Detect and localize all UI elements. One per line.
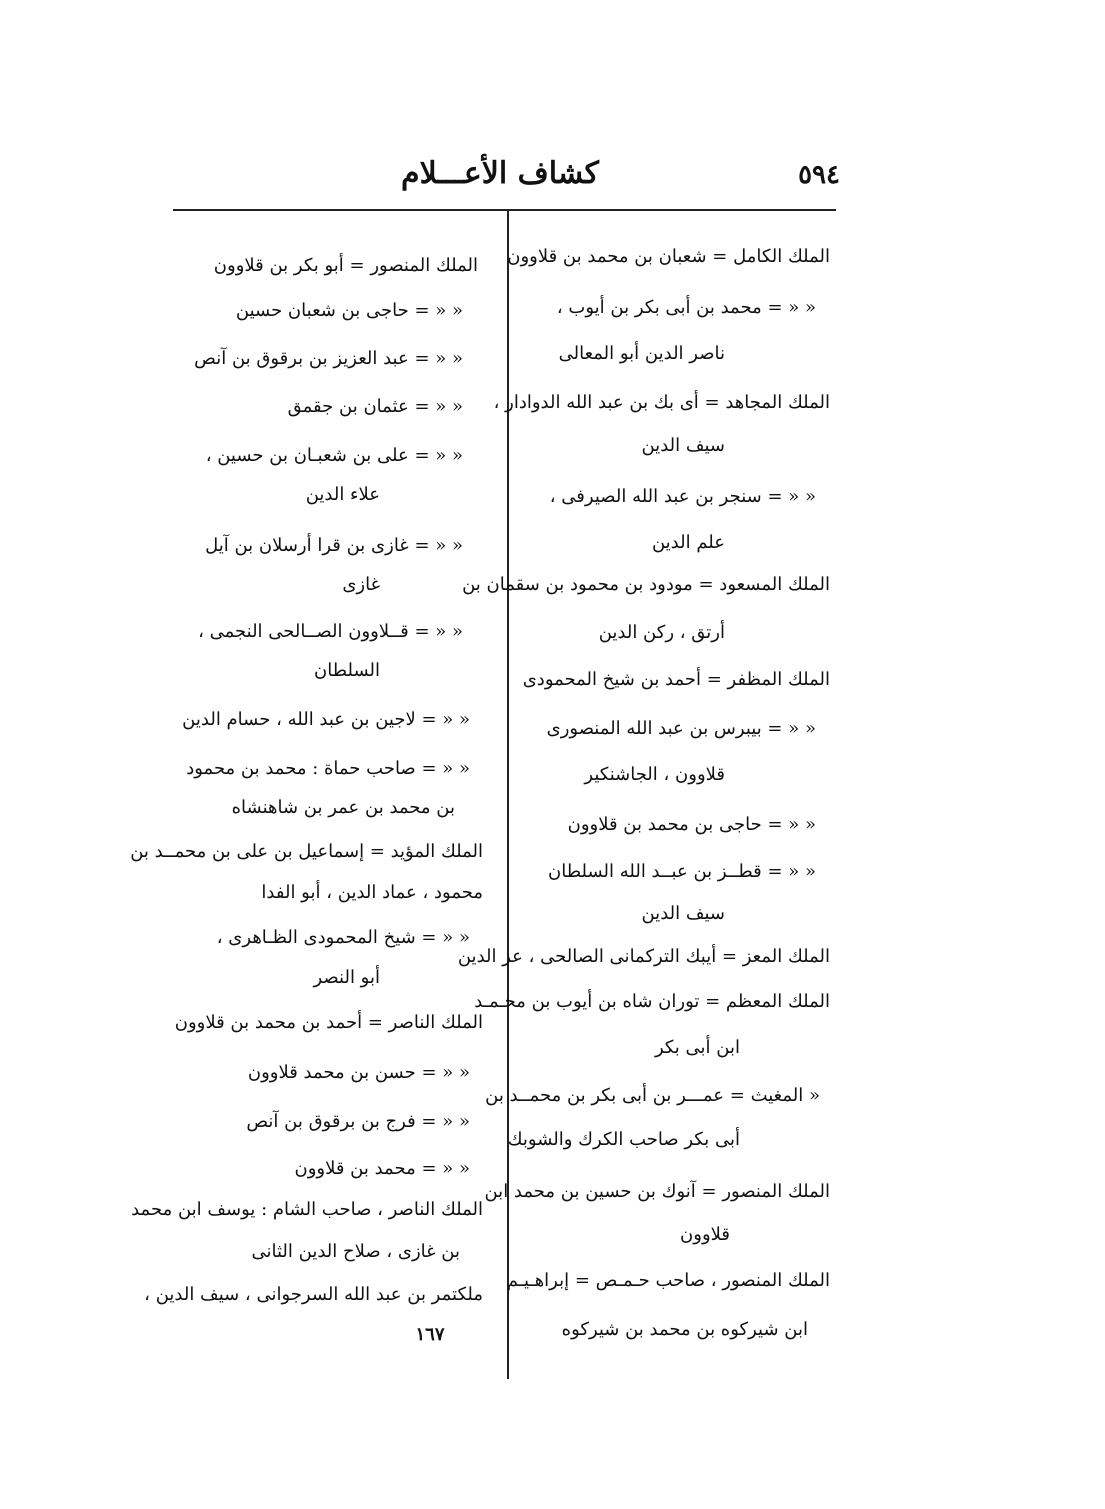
right-line-2: « « = محمد بن أبى بكر بن أيوب ، (556, 297, 816, 318)
right-line-20: أبى بكر صاحب الكرك والشوبك (507, 1129, 740, 1150)
left-line-10: السلطان (314, 660, 380, 681)
right-line-22: قلاوون (680, 1224, 730, 1245)
left-line-24: ملكتمر بن عبد الله السرجوانى ، سيف الدين ، (144, 1284, 483, 1305)
left-line-3: « « = عبد العزيز بن برقوق بن آنص (194, 348, 463, 369)
left-line-23: بن غازى ، صلاح الدين الثانى (251, 1241, 460, 1262)
right-line-3: ناصر الدين أبو المعالى (558, 343, 725, 364)
right-line-14: « « = قطــز بن عبــد الله السلطان (548, 861, 816, 882)
right-line-15: سيف الدين (641, 903, 725, 924)
right-line-18: ابن أبى بكر (654, 1037, 740, 1058)
left-line-22: الملك الناصر ، صاحب الشام : يوسف ابن محمد (131, 1199, 483, 1220)
right-line-10: الملك المظفر = أحمد بن شيخ المحمودى (522, 669, 830, 690)
left-line-14: الملك المؤيد = إسماعيل بن على بن محمــد بن (130, 841, 483, 862)
left-line-18: الملك الناصر = أحمد بن محمد بن قلاوون (174, 1012, 483, 1033)
right-line-23: الملك المنصور ، صاحب حـمـص = إبراهـيـم (506, 1270, 830, 1291)
left-line-13: بن محمد بن عمر بن شاهنشاه (231, 797, 455, 818)
right-line-12: قلاوون ، الجاشنكير (584, 764, 725, 785)
right-line-1: الملك الكامل = شعبان بن محمد بن قلاوون (507, 246, 830, 267)
left-line-19: « « = حسن بن محمد قلاوون (247, 1062, 470, 1083)
running-title: كشاف الأعـــلام (401, 156, 599, 191)
left-line-12: « « = صاحب حماة : محمد بن محمود (186, 758, 470, 779)
left-line-6: علاء الدين (305, 484, 380, 505)
header-rule (173, 209, 836, 211)
right-line-8: الملك المسعود = مودود بن محمود بن سقمان بن (462, 574, 830, 595)
left-line-16: « « = شيخ المحمودى الظـاهرى ، (216, 927, 470, 948)
left-line-8: غازى (342, 574, 380, 595)
right-line-17: الملك المعظم = توران شاه بن أيوب بن محـمـد (474, 991, 830, 1012)
signature-number: ١٦٧ (415, 1324, 445, 1345)
right-line-24: ابن شيركوه بن محمد بن شيركوه (561, 1319, 808, 1340)
page-number: ٥٩٤ (798, 160, 840, 190)
right-line-4: الملك المجاهد = أى بك بن عبد الله الدوادار ، (493, 392, 830, 413)
left-line-21: « « = محمد بن قلاوون (294, 1158, 470, 1179)
right-line-6: « « = سنجر بن عبد الله الصيرفى ، (549, 486, 816, 507)
left-line-2: « « = حاجى بن شعبان حسين (235, 300, 463, 321)
left-line-1: الملك المنصور = أبو بكر بن قلاوون (213, 255, 478, 276)
right-line-5: سيف الدين (641, 435, 725, 456)
right-line-9: أرتق ، ركن الدين (598, 622, 725, 643)
left-line-9: « « = قــلاوون الصــالحى النجمى ، (198, 621, 463, 642)
right-line-16: الملك المعز = أيبك التركمانى الصالحى ، عز الدين (457, 946, 830, 967)
right-line-11: « « = بيبرس بن عبد الله المنصورى (546, 718, 816, 739)
left-line-20: « « = فرج بن برقوق بن آنص (246, 1111, 470, 1132)
left-line-7: « « = غازى بن قرا أرسلان بن آيل (205, 535, 463, 556)
right-line-19: « المغيث = عمـــر بن أبى بكر بن محمــد بن (485, 1085, 820, 1106)
left-line-5: « « = على بن شعبـان بن حسين ، (205, 445, 463, 466)
left-line-11: « « = لاجين بن عبد الله ، حسام الدين (182, 709, 470, 730)
left-line-4: « « = عثمان بن جقمق (287, 396, 463, 417)
right-line-21: الملك المنصور = آنوك بن حسين بن محمد ابن (484, 1181, 830, 1202)
right-line-7: علم الدين (651, 532, 725, 553)
left-line-15: محمود ، عماد الدين ، أبو الفدا (261, 882, 483, 903)
left-line-17: أبو النصر (313, 967, 380, 988)
right-line-13: « « = حاجى بن محمد بن قلاوون (567, 814, 816, 835)
